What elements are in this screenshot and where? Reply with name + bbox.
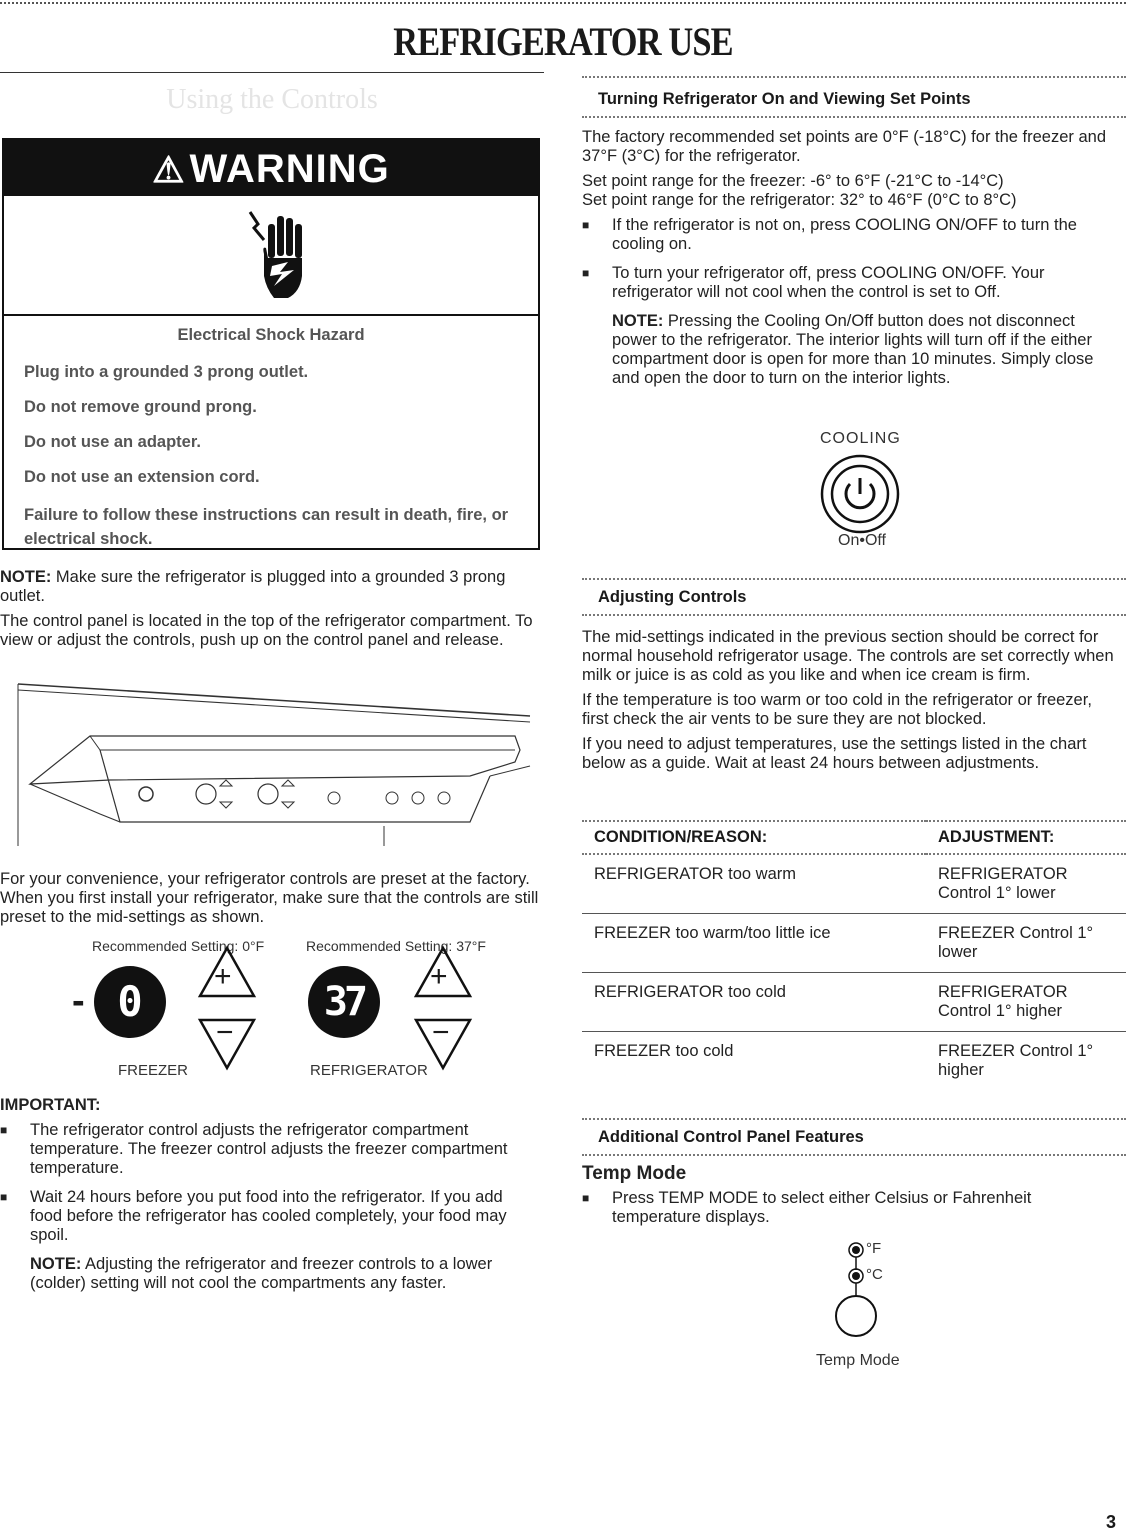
cooling-button-illustration — [800, 424, 920, 554]
left-column-rule — [0, 72, 544, 73]
important-bullet: ■ Wait 24 hours before you put food into the refrigerator. If you add food before the refrigerator has cooled completely, your food may spoil. — [0, 1188, 540, 1245]
adjustment-table — [582, 820, 1126, 1090]
table-row: REFRIGERATOR too warm REFRIGERATOR Control 1° lower — [582, 854, 1126, 914]
table-header: CONDITION/REASON: — [582, 821, 926, 854]
freezer-label: FREEZER — [118, 1062, 189, 1079]
cooling-label: COOLING — [820, 430, 901, 447]
temp-mode-caption: Temp Mode — [816, 1352, 900, 1369]
freezer-down-icon[interactable]: − — [216, 1016, 234, 1049]
warning-line: Do not use an adapter. — [24, 433, 201, 451]
refrigerator-range: Set point range for the refrigerator: 32° to 46°F (0°C to 8°C) — [582, 191, 1017, 209]
section1-bullet: ■ If the refrigerator is not on, press COOLING ON/OFF to turn the cooling on. — [582, 216, 1122, 254]
power-icon[interactable] — [818, 452, 902, 536]
preset-paragraph: For your convenience, your refrigerator controls are preset at the factory. When you first install your refrigerator, make sure that the controls are still preset to the mid-settings as shown. — [0, 870, 539, 926]
freezer-up-icon[interactable]: + — [214, 960, 232, 993]
important-note: NOTE: Adjusting the refrigerator and freezer controls to a lower (colder) setting will not cool the compartments any faster. — [30, 1255, 493, 1292]
refrigerator-label: REFRIGERATOR — [310, 1062, 428, 1079]
section1-bullet: ■ To turn your refrigerator off, press COOLING ON/OFF. Your refrigerator will not cool when the control is set to Off. — [582, 264, 1122, 302]
warning-text — [4, 316, 538, 551]
refrigerator-display: 37 — [308, 966, 380, 1038]
setpoint-illustration — [0, 938, 540, 1088]
warning-line: Failure to follow these instructions can result in death, fire, or electrical shock. — [24, 506, 509, 548]
adjust-paragraph: If you need to adjust temperatures, use the settings listed in the chart below as a guide. Wait at least 24 hours between adjustments. — [582, 735, 1087, 772]
page-number: 3 — [1105, 1512, 1116, 1532]
section3-text — [582, 1164, 1122, 1237]
warning-box — [2, 138, 540, 550]
important-label: IMPORTANT: — [0, 1096, 101, 1114]
refrigerator-caption: Recommended Setting: 37°F — [306, 938, 486, 954]
freezer-minus-sign: - — [72, 980, 85, 1022]
warning-icon-area — [4, 196, 538, 316]
table-header: ADJUSTMENT: — [926, 821, 1126, 854]
on-off-caption: On•Off — [838, 532, 886, 549]
heading-additional-features: Additional Control Panel Features — [582, 1118, 1126, 1156]
temp-mode-bullet: ■ Press TEMP MODE to select either Celsius or Fahrenheit temperature displays. — [582, 1189, 1122, 1227]
air-vents-paragraph: If the temperature is too warm or too cold in the refrigerator or freezer, first check the air vents to be sure they are not blocked. — [582, 691, 1092, 728]
table-row: REFRIGERATOR too cold REFRIGERATOR Control 1° higher — [582, 973, 1126, 1032]
section1-note: NOTE: Pressing the Cooling On/Off button does not disconnect power to the refrigerator. The interior lights will turn off if the either compartment door is open for more than 10 minutes. Simply close and open the door to turn on the interior lights. — [612, 312, 1094, 387]
freezer-range: Set point range for the freezer: -6° to 6°F (-21°C to -14°C) — [582, 172, 1004, 190]
top-dotted-rule — [0, 2, 1126, 4]
temp-mode-illustration — [810, 1240, 910, 1380]
section1-text — [582, 128, 1122, 394]
warning-header: ⚠ WARNING — [4, 140, 538, 196]
freezer-display: 0 — [94, 966, 166, 1038]
control-panel-illustration — [0, 676, 540, 858]
warning-triangle-icon: ⚠ — [152, 149, 186, 190]
warning-line: Plug into a grounded 3 prong outlet. — [24, 363, 309, 381]
section2-text — [582, 628, 1122, 779]
refrigerator-up-icon[interactable]: + — [430, 960, 448, 993]
table-row: FREEZER too cold FREEZER Control 1° higher — [594, 1042, 1094, 1079]
heading-turning-on: Turning Refrigerator On and Viewing Set Points — [582, 82, 1126, 118]
freezer-caption: Recommended Setting: 0°F — [92, 938, 265, 954]
note-paragraph: NOTE: Make sure the refrigerator is plugged into a grounded 3 prong outlet. — [0, 568, 506, 605]
refrigerator-down-icon[interactable]: − — [432, 1016, 450, 1049]
table-row: FREEZER too warm/too little ice FREEZER Control 1° lower — [582, 914, 1126, 973]
warning-line: Do not use an extension cord. — [24, 468, 260, 486]
right-column-rule — [582, 76, 1126, 78]
electric-shock-hand-icon — [244, 206, 314, 306]
temp-mode-subheading: Temp Mode — [582, 1163, 687, 1184]
left-intro — [0, 568, 540, 656]
celsius-label: °C — [866, 1266, 883, 1283]
section-title: Using the Controls — [166, 84, 378, 115]
page-title: REFRIGERATOR USE — [393, 19, 733, 64]
control-panel-paragraph: The control panel is located in the top of the refrigerator compartment. To view or adjust the controls, push up on the control panel and release. — [0, 612, 533, 649]
set-points-paragraph: The factory recommended set points are 0°F (-18°C) for the freezer and 37°F (3°C) for the refrigerator. — [582, 128, 1107, 165]
fahrenheit-label: °F — [866, 1240, 882, 1257]
heading-adjusting-controls: Adjusting Controls — [582, 578, 1126, 616]
warning-line: Do not remove ground prong. — [24, 398, 257, 416]
mid-settings-paragraph: The mid-settings indicated in the previous section should be correct for normal household refrigerator usage. The controls are set correctly when milk or juice is as cold as you like and when ice cream is firm. — [582, 628, 1114, 684]
important-bullet: ■ The refrigerator control adjusts the refrigerator compartment temperature. The freezer control adjusts the freezer compartment temperature. — [0, 1121, 540, 1178]
important-section — [0, 1096, 540, 1299]
hazard-title: Electrical Shock Hazard — [177, 326, 365, 344]
